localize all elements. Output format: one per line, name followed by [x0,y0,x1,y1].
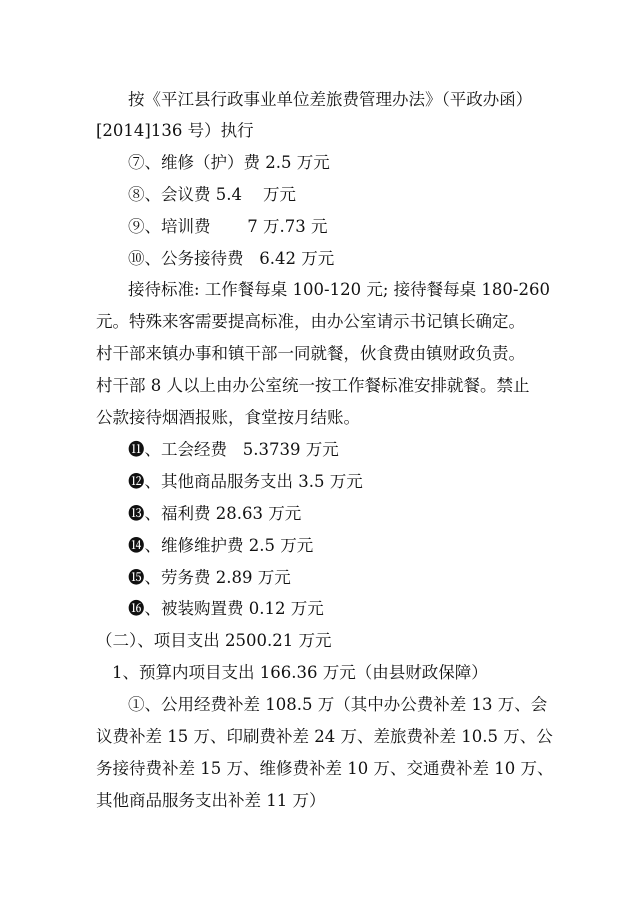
list-item: ⓭、福利费 28.63 万元 [128,504,302,523]
list-item: ⓬、其他商品服务支出 3.5 万元 [128,472,363,491]
text-line: 村干部 8 人以上由办公室统一按工作餐标准安排就餐。禁止 [96,376,530,395]
list-item: ⓫、工会经费 5.3739 万元 [128,440,339,459]
list-item: ⑧、会议费 5.4 万元 [128,185,296,204]
text-line: 元。特殊来客需要提高标准，由办公室请示书记镇长确定。 [96,312,525,331]
list-item: ①、公用经费补差 108.5 万（其中办公费补差 13 万、会 [128,695,548,714]
list-item: ⓰、被装购置费 0.12 万元 [128,599,324,618]
text-line: 其他商品服务支出补差 11 万） [96,791,326,810]
text-line: 务接待费补差 15 万、维修费补差 10 万、交通费补差 10 万、 [96,759,554,778]
list-item: ⑨、培训费 7 万.73 元 [128,217,328,236]
text-line: 按《平江县行政事业单位差旅费管理办法》（平政办函） [128,90,533,109]
text-line: 村干部来镇办事和镇干部一同就餐，伙食费由镇财政负责。 [96,344,525,363]
list-item: ⑩、公务接待费 6.42 万元 [128,249,335,268]
text-line: 接待标准: 工作餐每桌 100-120 元; 接待餐每桌 180-260 [128,280,550,299]
text-line: 公款接待烟酒报账，食堂按月结账。 [96,408,360,427]
list-item: ⑦、维修（护）费 2.5 万元 [128,153,330,172]
section-heading: （二）、项目支出 2500.21 万元 [96,631,332,650]
text-line: [2014]136 号）执行 [96,121,254,140]
text-line: 议费补差 15 万、印刷费补差 24 万、差旅费补差 10.5 万、公 [96,727,553,746]
list-item: ⓮、维修维护费 2.5 万元 [128,536,314,555]
list-item: ⓯、劳务费 2.89 万元 [128,568,291,587]
subsection-heading: 1、预算内项目支出 166.36 万元（由县财政保障） [112,663,488,682]
